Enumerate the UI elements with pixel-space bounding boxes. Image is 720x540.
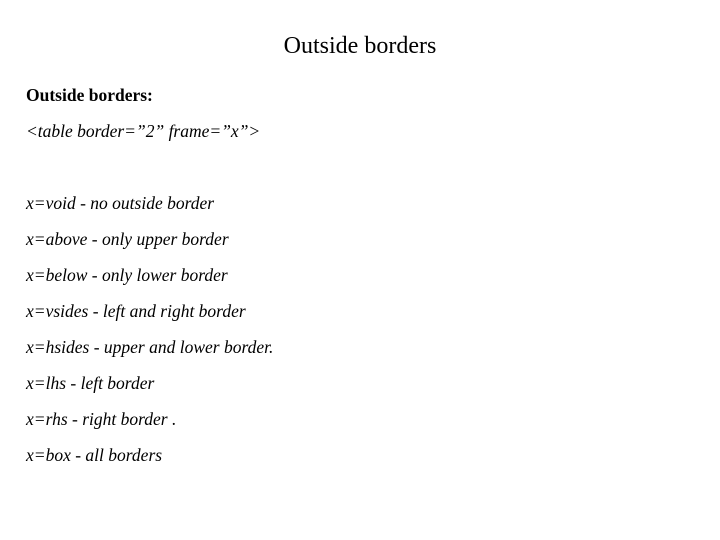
frame-option-void: x=void - no outside border (26, 193, 215, 213)
frame-options-list (26, 190, 696, 468)
code-example: <table border=”2” frame=”x”> (26, 121, 261, 141)
frame-option-hsides: x=hsides - upper and lower border. (26, 337, 274, 357)
frame-option-below: x=below - only lower border (26, 265, 228, 285)
section-subheading: Outside borders: (26, 85, 153, 105)
frame-option-vsides: x=vsides - left and right border (26, 301, 246, 321)
slide-content (26, 82, 696, 478)
frame-option-lhs: x=lhs - left border (26, 373, 155, 393)
slide-title: Outside borders (283, 33, 437, 59)
frame-option-box: x=box - all borders (26, 445, 163, 465)
frame-option-rhs: x=rhs - right border . (26, 409, 177, 429)
frame-option-above: x=above - only upper border (26, 229, 229, 249)
